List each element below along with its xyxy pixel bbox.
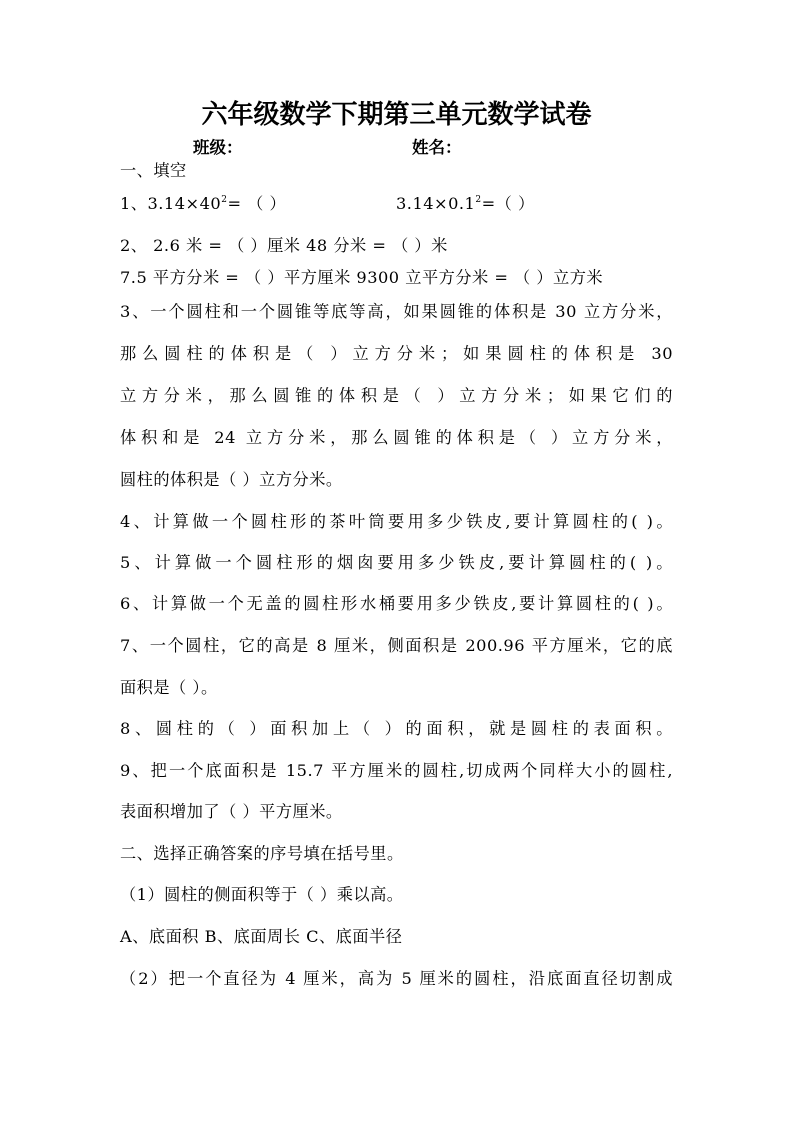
question-2-line-2: 7.5 平方分米 = （ ）平方厘米 9300 立平方分米 = （ ）立方米 [120,268,604,287]
q1-b-blank: =（ ） [481,194,535,213]
q1-a-base: 1、3.14×40 [120,194,222,213]
q1-a-blank: = （ ） [227,194,287,213]
q1-b-exponent: 2 [475,195,482,205]
q1-b-base: 3.14×0.1 [396,194,476,213]
choice-question-2: （2）把一个直径为 4 厘米，高为 5 厘米的圆柱，沿底面直径切割成 [120,969,673,988]
question-2-line-1: 2、 2.6 米 = （ ）厘米 48 分米 = （ ）米 [120,236,448,255]
question-3-line-5: 圆柱的体积是（ ）立方分米。 [120,470,343,489]
question-3-line-2: 那么圆柱的体积是（ ）立方分米；如果圆柱的体积是 30 [120,344,673,363]
question-1 [120,194,286,214]
section1-heading: 一、填空 [120,161,187,180]
question-7-line-2: 面积是（ ）。 [120,678,218,697]
page-title: 六年级数学下期第三单元数学试卷 [201,100,592,130]
question-1b [396,194,535,214]
choice-question-1: （1）圆柱的侧面积等于（ ）乘以高。 [120,885,404,904]
q1-a-exponent: 2 [221,195,228,205]
choice-question-1-options: A、底面积 B、底面周长 C、底面半径 [120,927,403,946]
question-6: 6、计算做一个无盖的圆柱形水桶要用多少铁皮,要计算圆柱的( )。 [120,594,673,613]
section2-heading: 二、选择正确答案的序号填在括号里。 [120,844,404,863]
question-3-line-4: 体积和是 24 立方分米，那么圆锥的体积是（ ）立方分米， [120,428,673,447]
question-4: 4、计算做一个圆柱形的茶叶筒要用多少铁皮,要计算圆柱的( )。 [120,512,673,531]
question-8: 8、圆柱的（ ）面积加上（ ）的面积，就是圆柱的表面积。 [120,719,673,738]
question-3-line-3: 立方分米，那么圆锥的体积是（ ）立方分米；如果它们的 [120,386,673,405]
class-label: 班级： [193,138,243,157]
question-9-line-2: 表面积增加了（ ）平方厘米。 [120,802,343,821]
question-7-line-1: 7、一个圆柱，它的高是 8 厘米，侧面积是 200.96 平方厘米，它的底 [120,636,673,655]
question-9-line-1: 9、把一个底面积是 15.7 平方厘米的圆柱,切成两个同样大小的圆柱, [120,761,673,780]
question-3-line-1: 3、一个圆柱和一个圆锥等底等高，如果圆锥的体积是 30 立方分米， [120,302,673,321]
name-label: 姓名： [412,138,462,157]
question-5: 5、计算做一个圆柱形的烟囱要用多少铁皮,要计算圆柱的( )。 [120,553,673,572]
